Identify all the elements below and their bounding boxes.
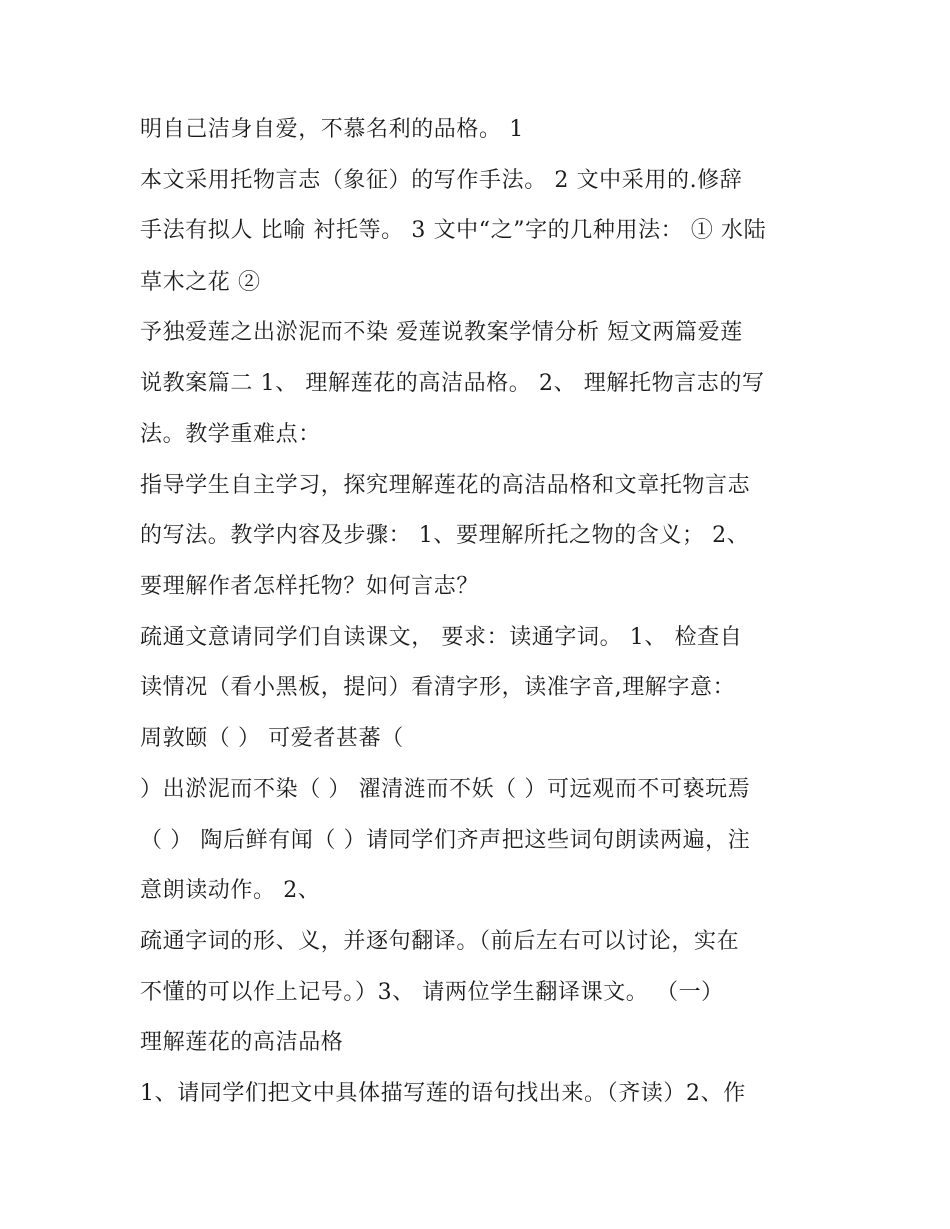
text-line: 法。教学重难点： [140,422,321,447]
text-line: 意朗读动作。 2、 [140,878,321,903]
text-line: 草木之花 ② [140,270,261,295]
text-line: 指导学生自主学习，探究理解莲花的高洁品格和文章托物言志 [140,473,751,498]
text-line: （ ） 陶后鲜有闻（ ）请同学们齐声把这些词句朗读两遍，注 [140,828,751,853]
text-line: 周敦颐（ ） 可爱者甚蕃（ [140,726,404,751]
text-line: 手法有拟人 比喻 衬托等。 3 文中“之”字的几种用法： ① 水陆 [140,218,767,243]
text-line: 疏通字词的形、义，并逐句翻译。（前后左右可以讨论，实在 [140,929,740,954]
text-line: 说教案篇二 1、 理解莲花的高洁品格。 2、 理解托物言志的写 [140,371,765,396]
section-heading: 理解莲花的高洁品格 [140,1030,344,1055]
text-line: 1、请同学们把文中具体描写莲的语句找出来。（齐读）2、作 [140,1081,746,1106]
text-line: 的写法。教学内容及步骤： 1、要理解所托之物的含义； 2、 [140,523,750,548]
text-line: 读情况（看小黑板，提问）看清字形，读准字音,理解字意： [140,675,736,700]
text-line: 不懂的可以作上记号。）3、 请两位学生翻译课文。 （一） [140,980,724,1005]
text-line: ）出淤泥而不染（ ） 濯清涟而不妖（ ）可远观而不可亵玩焉 [140,777,751,802]
text-line: 要理解作者怎样托物？如何言志？ [140,574,480,599]
text-line: 本文采用托物言志（象征）的写作手法。 2 文中采用的.修辞 [140,168,743,193]
text-line: 明自己洁身自爱，不慕名利的品格。 1 [140,117,524,142]
text-line: 疏通文意请同学们自读课文， 要求：读通字词。 1、 检查自 [140,625,743,650]
text-line: 予独爱莲之出淤泥而不染 爱莲说教案学情分析 短文两篇爱莲 [140,320,743,345]
